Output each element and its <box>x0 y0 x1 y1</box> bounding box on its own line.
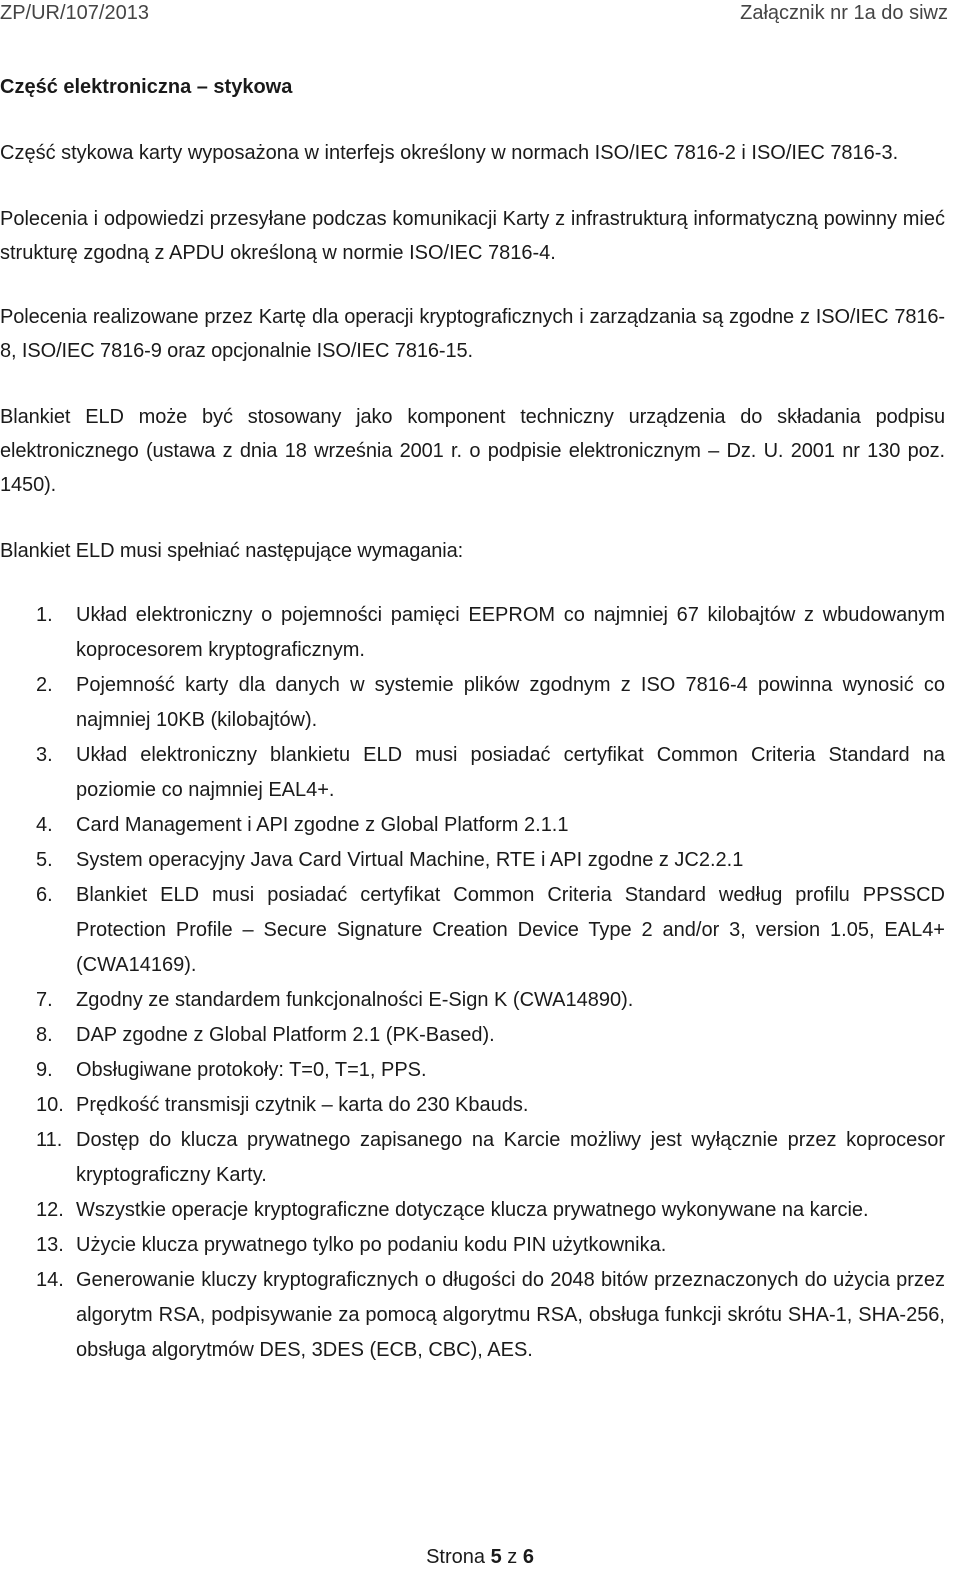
list-item <box>0 1193 945 1228</box>
list-item <box>0 598 945 668</box>
list-item <box>0 668 945 738</box>
list-item <box>0 1263 945 1368</box>
list-item-text: Użycie klucza prywatnego tylko po podaniu kodu PIN użytkownika. <box>76 1234 667 1256</box>
list-item-number: 8. <box>36 1024 53 1046</box>
list-item-text: Obsługiwane protokoły: T=0, T=1, PPS. <box>76 1059 427 1081</box>
list-item <box>0 1123 945 1193</box>
list-item-text: Zgodny ze standardem funkcjonalności E-Sign K (CWA14890). <box>76 989 634 1011</box>
requirements-list <box>0 598 945 1368</box>
list-item-number: 4. <box>36 814 53 836</box>
list-item-number: 11. <box>36 1129 63 1151</box>
list-item-number: 6. <box>36 884 53 906</box>
list-item <box>0 1228 945 1263</box>
list-item <box>0 878 945 983</box>
list-item <box>0 738 945 808</box>
list-item-number: 3. <box>36 744 53 766</box>
list-item <box>0 983 945 1018</box>
list-item-number: 14. <box>36 1269 64 1291</box>
list-item-text: Układ elektroniczny blankietu ELD musi posiadać certyfikat Common Criteria Standard na poziomie co najmniej EAL4+. <box>76 744 945 801</box>
list-item-number: 9. <box>36 1059 53 1081</box>
list-item <box>0 1018 945 1053</box>
list-item-text: Card Management i API zgodne z Global Platform 2.1.1 <box>76 814 569 836</box>
attachment-label: Załącznik nr 1a do siwz <box>740 2 948 24</box>
list-item-text: Wszystkie operacje kryptograficzne dotyczące klucza prywatnego wykonywane na karcie. <box>76 1199 869 1221</box>
page-header <box>0 2 960 30</box>
list-item-number: 1. <box>36 604 53 626</box>
page-footer <box>0 1546 960 1569</box>
list-item-number: 13. <box>36 1234 64 1256</box>
list-item-number: 5. <box>36 849 53 871</box>
paragraph-eld-usage: Blankiet ELD może być stosowany jako komponent techniczny urządzenia do składania podpisu elektronicznego (ustawa z dnia 18 września 2001 r. o podpisie elektronicznym – Dz. U. 2001 nr 130 poz. 1450). <box>0 406 945 496</box>
list-item-number: 7. <box>36 989 53 1011</box>
paragraph-contact-interface: Część stykowa karty wyposażona w interfejs określony w normach ISO/IEC 7816-2 i ISO/IEC 7816-3. <box>0 142 899 164</box>
list-item-text: Pojemność karty dla danych w systemie plików zgodnym z ISO 7816-4 powinna wynosić co najmniej 10KB (kilobajtów). <box>76 674 945 731</box>
list-item-text: DAP zgodne z Global Platform 2.1 (PK-Based). <box>76 1024 495 1046</box>
list-item-text: Dostęp do klucza prywatnego zapisanego na Karcie możliwy jest wyłącznie przez koprocesor kryptograficzny Karty. <box>76 1129 945 1186</box>
paragraph-crypto-commands: Polecenia realizowane przez Kartę dla operacji kryptograficznych i zarządzania są zgodne z ISO/IEC 7816-8, ISO/IEC 7816-9 oraz opcjonalnie ISO/IEC 7816-15. <box>0 306 945 362</box>
list-item-text: Układ elektroniczny o pojemności pamięci EEPROM co najmniej 67 kilobajtów z wbudowanym koprocesorem kryptograficznym. <box>76 604 945 661</box>
list-item-text: Generowanie kluczy kryptograficznych o długości do 2048 bitów przeznaczonych do użycia przez algorytm RSA, podpisywanie za pomocą algorytmu RSA, obsługa funkcji skrótu SHA-1, SHA-256, obsługa algorytmów DES, 3DES (ECB, CBC), AES. <box>76 1269 945 1361</box>
paragraph-requirements-intro: Blankiet ELD musi spełniać następujące wymagania: <box>0 540 464 562</box>
list-item-number: 10. <box>36 1094 64 1116</box>
list-item-text: Prędkość transmisji czytnik – karta do 230 Kbauds. <box>76 1094 529 1116</box>
document-body <box>0 70 945 1368</box>
list-item <box>0 1053 945 1088</box>
paragraph-apdu: Polecenia i odpowiedzi przesyłane podczas komunikacji Karty z infrastrukturą informatyczną powinny mieć strukturę zgodną z APDU określoną w normie ISO/IEC 7816-4. <box>0 208 945 264</box>
page-of-label: z <box>507 1546 518 1568</box>
list-item <box>0 1088 945 1123</box>
list-item-text: Blankiet ELD musi posiadać certyfikat Common Criteria Standard według profilu PPSSCD Protection Profile – Secure Signature Creation Device Type 2 and/or 3, version 1.05, EAL4+ (CWA14169). <box>76 884 945 976</box>
total-pages-number: 6 <box>522 1546 534 1568</box>
list-item-number: 12. <box>36 1199 64 1221</box>
list-item-text: System operacyjny Java Card Virtual Machine, RTE i API zgodne z JC2.2.1 <box>76 849 744 871</box>
section-title: Część elektroniczna – stykowa <box>0 76 293 98</box>
list-item <box>0 843 945 878</box>
document-reference: ZP/UR/107/2013 <box>0 2 149 24</box>
page-label: Strona <box>426 1546 485 1568</box>
list-item <box>0 808 945 843</box>
current-page-number: 5 <box>490 1546 502 1568</box>
list-item-number: 2. <box>36 674 53 696</box>
